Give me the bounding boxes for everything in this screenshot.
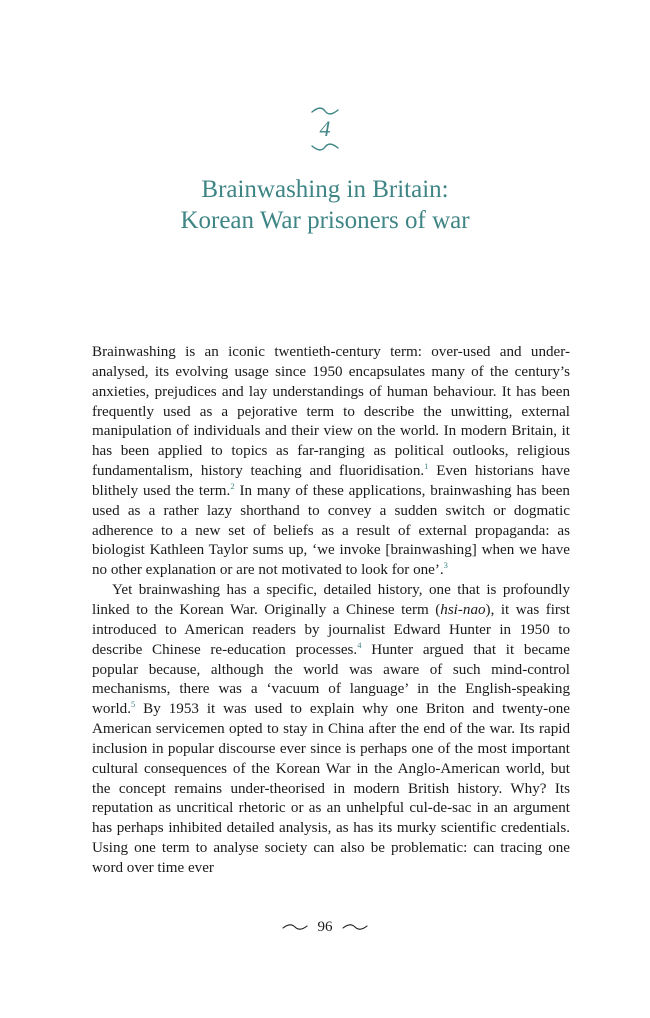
paragraph-1-text-c: In many of these applications, brainwashing has been used as a rather lazy shorthand to convey a sudden switch or dogmatic adherence to a new set of beliefs as a result of external propaganda: as biologist Kathleen Taylor sums up, ‘we invoke [brainwashing] when we have no other explanation or are not motivated to look for one’. <box>92 482 570 579</box>
paragraph-2-text-b: ), it was first introduced to American readers by journalist Edward Hunter in 1950 to describe Chinese re-education processes. <box>92 601 571 658</box>
bottom-swash-ornament <box>310 142 340 152</box>
paragraph-1 <box>92 343 570 581</box>
page-number: 96 <box>317 918 333 935</box>
footnote-ref-2[interactable]: 2 <box>230 480 235 491</box>
top-swash-ornament <box>310 106 340 116</box>
italic-term: hsi-nao <box>440 601 486 618</box>
right-swash-ornament <box>342 922 368 932</box>
paragraph-2-text-a: Yet brainwashing has a specific, detailed history, one that is profoundly linked to the Korean War. Originally a Chinese term ( <box>92 582 570 618</box>
chapter-heading <box>0 106 650 236</box>
paragraph-1-text-b: Even historians have blithely used the term. <box>92 463 570 499</box>
footnote-ref-4[interactable]: 4 <box>357 639 362 650</box>
chapter-title-line-2: Korean War prisoners of war <box>180 207 470 234</box>
left-swash-ornament <box>282 922 308 932</box>
footnote-ref-1[interactable]: 1 <box>424 461 429 472</box>
paragraph-1-text-a: Brainwashing is an iconic twentieth-century term: over-used and under-analysed, its evolving usage since 1950 encapsulates many of the century’s anxieties, prejudices and lay understandings of human behaviour. It has been frequently used as a pejorative term to describe the unwitting, external manipulation of individuals and their view on the world. In modern Britain, it has been applied to topics as far-ranging as political outlooks, religious fundamentalism, history teaching and fluoridisation. <box>92 344 570 480</box>
chapter-number: 4 <box>319 116 331 141</box>
chapter-title <box>0 174 650 236</box>
paragraph-2 <box>92 581 570 879</box>
paragraph-2-text-d: By 1953 it was used to explain why one Briton and twenty-one American servicemen opted to stay in China after the end of the war. Its rapid inclusion in popular discourse ever since is perhaps one of the most important cultural consequences of the Korean War in the Anglo-American world, but the concept remains under-theorised in modern British history. Why? Its reputation as uncritical rhetoric or as an unhelpful cul-de-sac in an argument has perhaps inhibited detailed analysis, as has its murky scientific credentials. Using one term to analyse society can also be problematic: can tracing one word over time ever <box>92 701 570 876</box>
chapter-body <box>92 343 570 879</box>
chapter-title-line-1: Brainwashing in Britain: <box>201 176 449 203</box>
page-footer <box>0 916 650 937</box>
footnote-ref-5[interactable]: 5 <box>131 699 136 710</box>
paragraph-2-text-c: Hunter argued that it became popular because, although the world was aware of such mind-control mechanisms, there was a ‘vacuum of language’ in the English-speaking world. <box>92 641 570 718</box>
footnote-ref-3[interactable]: 3 <box>443 560 448 571</box>
